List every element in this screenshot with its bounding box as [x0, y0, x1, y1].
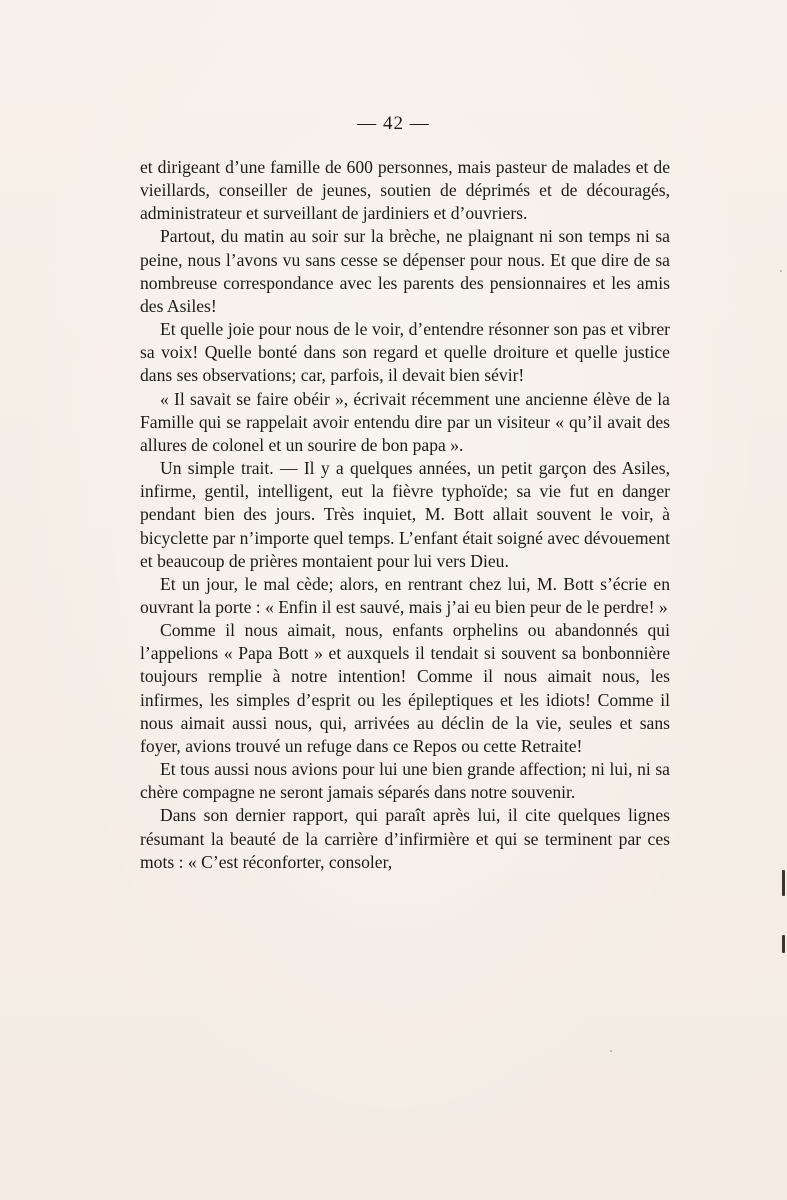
- paper-speck: [780, 270, 782, 272]
- paragraph-2: Partout, du matin au soir sur la brèche, ne plaignant ni son temps ni sa peine, nous l’avons vu sans cesse se dépenser pour nous. Et que dire de sa nombreuse correspondance avec les parents des pensionnaires et les amis des Asiles!: [140, 226, 670, 316]
- paragraph-5: Un simple trait. — Il y a quelques années, un petit garçon des Asiles, infirme, gentil, intelligent, eut la fièvre typhoïde; sa vie fut en danger pendant bien des jours. Très inquiet, M. Bott allait souvent le voir, à bicyclette par n’importe quel temps. L’enfant était soigné avec dévouement et beaucoup de prières montaient pour lui vers Dieu.: [140, 458, 670, 571]
- scan-edge-mark: [782, 935, 785, 953]
- page-number: — 42 —: [357, 113, 430, 134]
- paragraph-7: Comme il nous aimait, nous, enfants orphelins ou abandonnés qui l’appelions « Papa Bott » et auxquels il tendait si souvent sa bonbonnière toujours remplie à notre intention! Comme il nous aimait nous, les infirmes, les simples d’esprit ou les épileptiques et les idiots! Comme il nous aimait aussi nous, qui, arrivées au déclin de la vie, seules et sans foyer, avions trouvé un refuge dans ce Repos ou cette Retraite!: [140, 620, 670, 756]
- scan-edge-mark: [782, 870, 785, 896]
- paper-speck: [610, 1050, 612, 1052]
- paragraph-6: Et un jour, le mal cède; alors, en rentrant chez lui, M. Bott s’écrie en ouvrant la porte : « Enfin il est sauvé, mais j’ai eu bien peur de le perdre! »: [140, 573, 670, 617]
- paragraph-3: Et quelle joie pour nous de le voir, d’entendre résonner son pas et vibrer sa voix! Quelle bonté dans son regard et quelle droiture et quelle justice dans ses observations; car, parfois, il devait bien sévir!: [140, 319, 670, 386]
- paragraph-8: Et tous aussi nous avions pour lui une bien grande affection; ni lui, ni sa chère compagne ne seront jamais séparés dans notre souvenir.: [140, 759, 670, 803]
- paragraph-4: « Il savait se faire obéir », écrivait récemment une ancienne élève de la Famille qui se rappelait avoir entendu dire par un visiteur « qu’il avait des allures de colonel et un sourire de bon papa ».: [140, 388, 670, 455]
- paragraph-1: et dirigeant d’une famille de 600 personnes, mais pasteur de malades et de vieillards, conseiller de jeunes, soutien de déprimés et de découragés, administrateur et surveillant de jardiniers et d’ouvriers.: [140, 157, 670, 224]
- paragraph-9: Dans son dernier rapport, qui paraît après lui, il cite quelques lignes résumant la beauté de la carrière d’infirmière et qui se terminent par ces mots : « C’est réconforter, consoler,: [140, 805, 670, 872]
- body-text: [140, 156, 670, 874]
